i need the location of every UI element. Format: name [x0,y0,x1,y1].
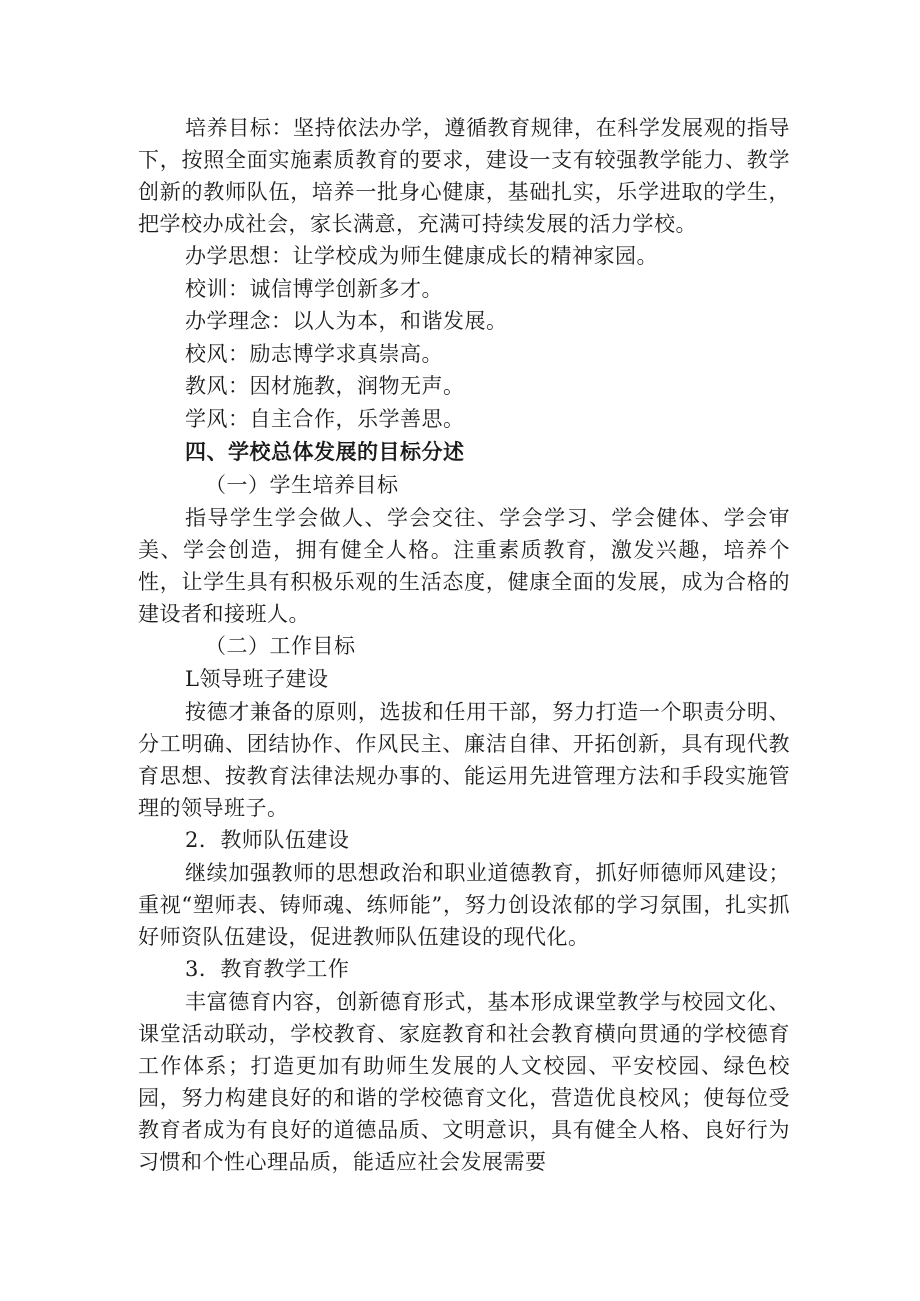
leadership-paragraph: 按德才兼备的原则，选拔和任用干部，努力打造一个职责分明、分工明确、团结协作、作风民主、廉洁自律、开拓创新，具有现代教育思想、按教育法律法规办事的、能运用先进管理方法和手段实施管理的领导班子。 [138,700,790,820]
school-style: 校风：励志博学求真崇高。 [185,341,443,366]
students-paragraph: 指导学生学会做人、学会交往、学会学习、学会健体、学会审美、学会创造，拥有健全人格。注重素质教育，激发兴趣，培养个性，让学生具有积极乐观的生活态度，健康全面的发展，成为合格的建设者和接班人。 [138,506,790,626]
subsection-title-students: （一）学生培养目标 [205,473,399,497]
teaching-paragraph: 丰富德育内容，创新德育形式，基本形成课堂教学与校园文化、课堂活动联动，学校教育、家庭教育和社会教育横向贯通的学校德育工作体系；打造更加有助师生发展的人文校园、平安校园、绿色校园，努力构建良好的和谐的学校德育文化，营造优良校风；使每位受教育者成为有良好的道德品质、文明意识，具有健全人格、良好行为习惯和个性心理品质，能适应社会发展需要 [138,990,790,1174]
section-heading: 四、学校总体发展的目标分述 [185,440,465,464]
school-thought: 办学思想：让学校成为师生健康成长的精神家园。 [185,244,658,268]
school-concept: 办学理念：以人为本，和谐发展。 [185,309,508,333]
item-title-leadership: L领导班子建设 [185,667,329,691]
learning-style: 学风：自主合作，乐学善思。 [185,406,465,431]
goal-paragraph: 培养目标：坚持依法办学，遵循教育规律，在科学发展观的指导下，按照全面实施素质教育的要求，建设一支有较强教学能力、教学创新的教师队伍，培养一批身心健康，基础扎实，乐学进取的学生，把学校办成社会，家长满意，充满可持续发展的活力学校。 [138,116,790,236]
subsection-title-work: （二）工作目标 [205,634,356,658]
teachers-paragraph: 继续加强教师的思想政治和职业道德教育，抓好师德师风建设；重视“塑师表、铸师魂、练师能”，努力创设浓郁的学习氛围，扎实抓好师资队伍建设，促进教师队伍建设的现代化。 [138,861,790,949]
item-title-teachers: 2．教师队伍建设 [185,828,350,852]
teaching-style: 教风：因材施教，润物无声。 [185,374,465,398]
item-title-teaching: 3．教育教学工作 [185,957,350,981]
document-page [138,112,790,1178]
school-motto: 校训：诚信博学创新多才。 [185,276,443,301]
